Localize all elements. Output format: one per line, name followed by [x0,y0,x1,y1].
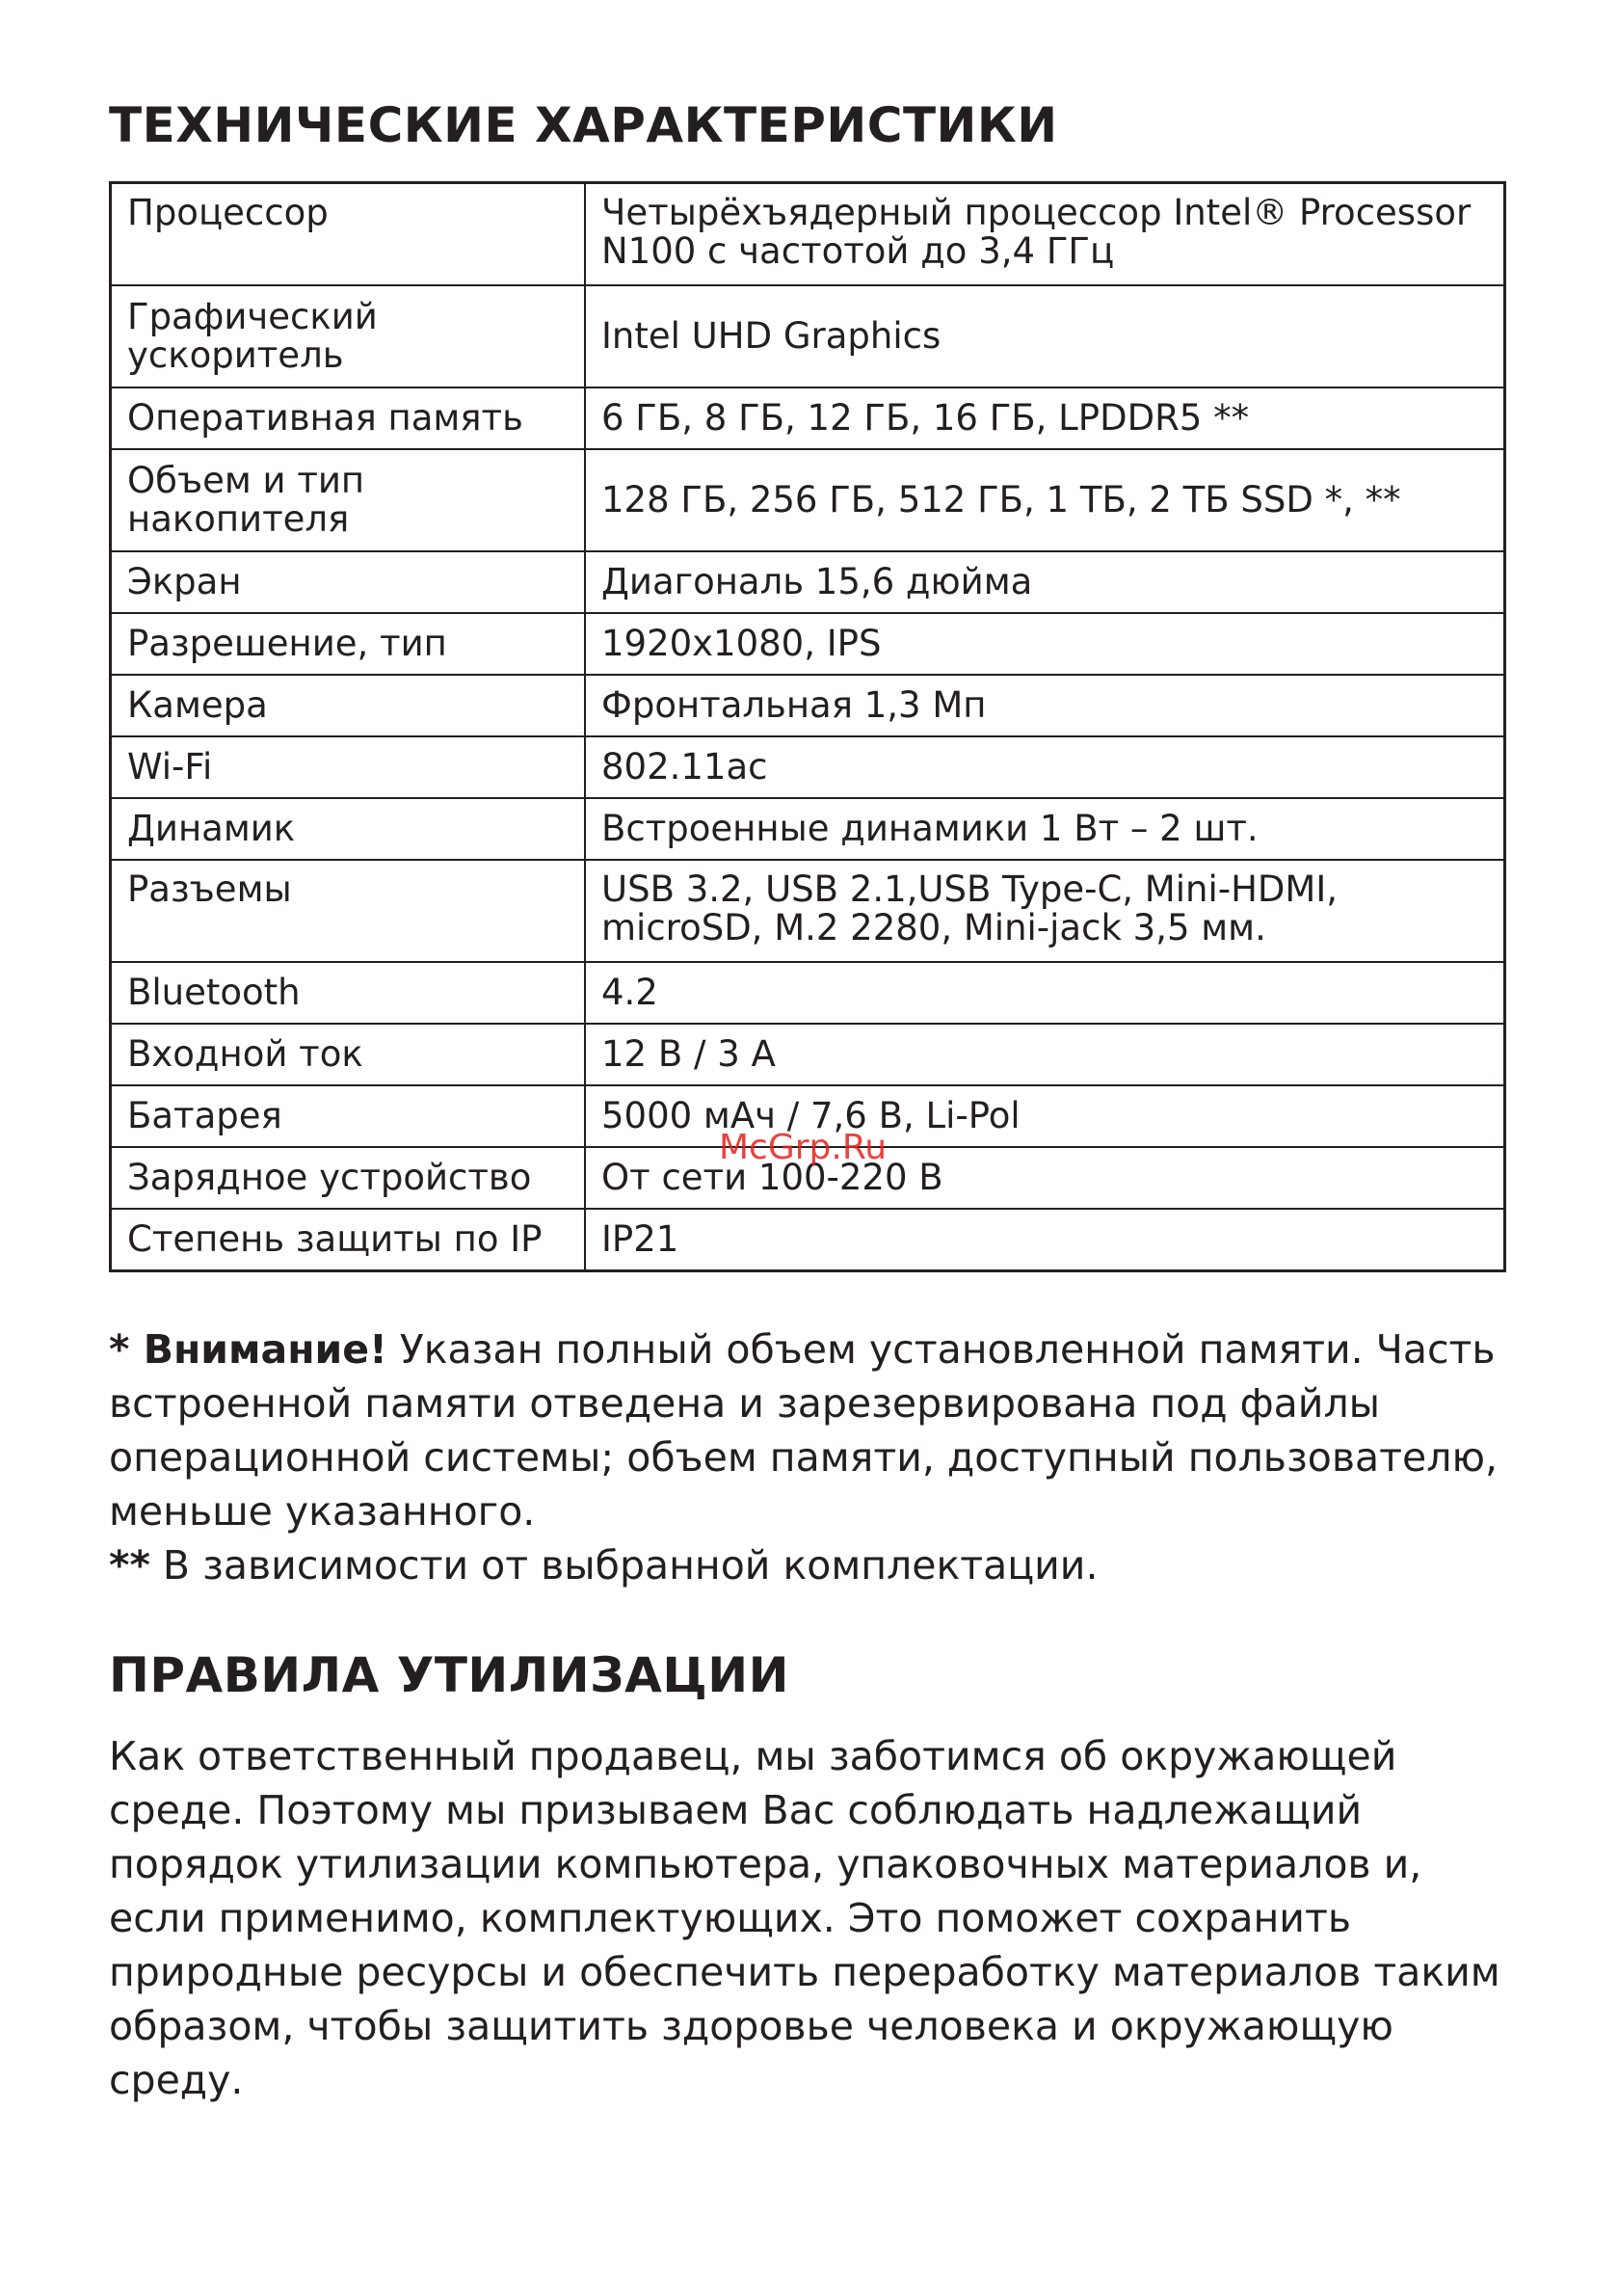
footnote-mark: ** [109,1542,150,1589]
spec-label: Разрешение, тип [111,613,586,675]
footnote-text: Указан полный объем установленной памяти. Часть встроенной памяти отведена и зарезервирована под файлы операционной системы; объем памяти, доступный пользователю, меньше указанного. [109,1326,1498,1535]
spec-label: Wi-Fi [111,736,586,798]
specs-table [109,181,1506,1272]
table-row [111,285,1505,387]
spec-value: Встроенные динамики 1 Вт – 2 шт. [585,798,1505,860]
spec-value: 4.2 [585,962,1505,1024]
footnote-memory [109,1322,1508,1538]
spec-label: Батарея [111,1085,586,1147]
spec-label: Степень защиты по IP [111,1209,586,1271]
footnotes [109,1322,1508,1592]
table-row [111,551,1505,613]
table-row [111,613,1505,675]
table-row [111,449,1505,551]
spec-value: Intel UHD Graphics [585,285,1505,387]
spec-value: Четырёхъядерный процессор Intel® Processor N100 с частотой до 3,4 ГГц [585,183,1505,286]
spec-label: Графический ускоритель [111,285,586,387]
spec-label: Входной ток [111,1024,586,1085]
spec-label: Камера [111,675,586,736]
disposal-heading: ПРАВИЛА УТИЛИЗАЦИИ [109,1647,789,1703]
table-row [111,860,1505,962]
spec-value: 6 ГБ, 8 ГБ, 12 ГБ, 16 ГБ, LPDDR5 ** [585,387,1505,449]
spec-label: Динамик [111,798,586,860]
spec-label: Разъемы [111,860,586,962]
spec-value: 802.11ac [585,736,1505,798]
footnote-mark: * Внимание! [109,1326,387,1373]
document-page [109,96,1508,2107]
table-row [111,1024,1505,1085]
spec-value: От сети 100-220 В [585,1147,1505,1209]
spec-label: Объем и тип накопителя [111,449,586,551]
table-row [111,736,1505,798]
spec-value: 1920x1080, IPS [585,613,1505,675]
table-row [111,962,1505,1024]
footnote-text: В зависимости от выбранной комплектации. [149,1542,1099,1589]
spec-label: Экран [111,551,586,613]
spec-label: Зарядное устройство [111,1147,586,1209]
spec-label: Bluetooth [111,962,586,1024]
spec-value: USB 3.2, USB 2.1,USB Type-C, Mini-HDMI, microSD, M.2 2280, Mini-jack 3,5 мм. [585,860,1505,962]
footnote-config [109,1538,1508,1592]
spec-value: 5000 мАч / 7,6 В, Li-Pol [585,1085,1505,1147]
table-row [111,1209,1505,1271]
spec-label: Оперативная память [111,387,586,449]
table-row [111,798,1505,860]
specs-heading: ТЕХНИЧЕСКИЕ ХАРАКТЕРИСТИКИ [109,97,1058,153]
spec-value: 12 В / 3 А [585,1024,1505,1085]
spec-value: Фронтальная 1,3 Мп [585,675,1505,736]
watermark: McGrp.Ru [719,1128,888,1167]
table-row [111,183,1505,286]
table-row [111,675,1505,736]
spec-value: IP21 [585,1209,1505,1271]
spec-value: 128 ГБ, 256 ГБ, 512 ГБ, 1 ТБ, 2 ТБ SSD *, ** [585,449,1505,551]
table-row [111,387,1505,449]
disposal-text: Как ответственный продавец, мы заботимся об окружающей среде. Поэтому мы призываем Вас соблюдать надлежащий порядок утилизации компьютера, упаковочных материалов и, если применимо, комплектующих. Это поможет сохранить природные ресурсы и обеспечить переработку материалов таким образом, чтобы защитить здоровье человека и окружающую среду. [109,1733,1500,2103]
spec-value: Диагональ 15,6 дюйма [585,551,1505,613]
spec-label: Процессор [111,183,586,286]
